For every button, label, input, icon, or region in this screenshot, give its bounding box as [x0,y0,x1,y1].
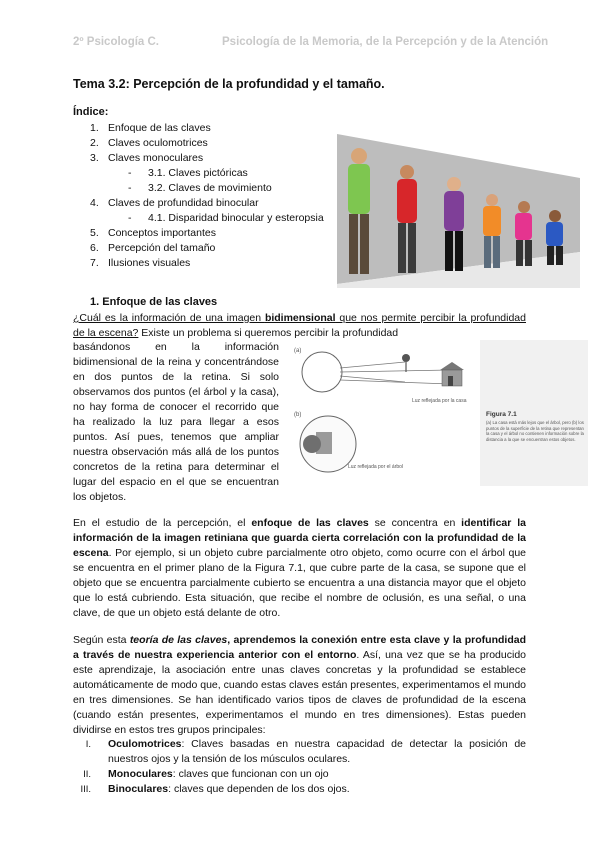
cue-group-name: Monoculares [108,768,173,780]
house-drawing [440,362,464,386]
p3-part-d: . Así, una vez que se ha producido este aprendizaje, la asociación entre unas claves concretas y la profundidad se establece automáticamente de modo que, cuando estas claves están presentes, experimentamos el mundo en tres dimensiones. Se han identificado varios tipos de claves de profundidad de la escena (cuando están presentes, experimentamos el mundo en tres dimensiones). Estas pueden dividirse en estos tres grupos principales: [73,649,526,736]
cue-group-name: Binoculares [108,783,169,795]
question-tail: Existe un problema si queremos percibir la profundidad [138,327,399,339]
toc-item-number: - [128,212,132,224]
section-1-question [73,311,526,341]
toc-item-label: Conceptos importantes [108,227,216,239]
toc-item-label: Enfoque de las claves [108,122,211,134]
page-title: Tema 3.2: Percepción de la profundidad y el tamaño. [73,77,385,91]
section-1-paragraph-2 [73,516,526,621]
toc-item-number: 4. [90,197,99,209]
cue-group-number: II. [83,769,91,780]
section-1-paragraph-3 [73,633,526,738]
toc-item-label: 3.2. Claves de movimiento [148,182,272,194]
toc-item-number: 6. [90,242,99,254]
cue-group-name: Oculomotrices [108,738,182,750]
cue-group-text [108,782,526,797]
p2-part-c: se concentra en [368,517,462,529]
p2-part-e: . Por ejemplo, si un objeto cubre parcialmente otro objeto, como ocurre con el árbol que se encuentra en el primer plano de la Figura 7.1, que cubre parte de la casa, se supone que el objeto que se encuentra parcialmente cubierto se encuentra a una distancia mayor que el objeto que lo está cubriendo. Esta situación, que recibe el nombre de oclusión, es una señal, o una clave, de que un objeto está delante de otro. [73,547,526,619]
toc-item-number: 3. [90,152,99,164]
question-part-1: ¿Cuál es la información de una imagen [73,312,265,324]
tree-drawing [402,354,410,372]
p3-italic-theory: teoría de las claves [129,634,228,646]
p3-part-a: Según esta [73,634,130,646]
cue-group-item [73,767,526,782]
toc-item-number: 5. [90,227,99,239]
toc-item-number: 1. [90,122,99,134]
cue-group-desc: : claves que funcionan con un ojo [172,768,329,780]
toc-item-number: - [128,167,132,179]
toc-item-label: 4.1. Disparidad binocular y esteropsia [148,212,324,224]
cue-group-item [73,737,526,767]
question-bold: bidimensional [264,312,336,324]
cue-group-text [108,767,526,782]
running-header-left: 2º Psicología C. [73,36,160,48]
cue-group-number: III. [80,784,91,795]
cue-group-desc: : Claves basadas en nuestra capacidad de detectar la posición de nuestros ojos y la tensión de los músculos oculares. [108,738,526,765]
figure-caption-text: (a) La casa está más lejos que el árbol, pero (b) los puntos de la superficie de la retina que representan la casa y el árbol no contienen información sobre la distancia a la que se encuentran estos objetos. [486,420,584,442]
cue-group-item [73,782,526,797]
toc-item-label: Ilusiones visuales [108,257,191,269]
toc-item-label: Claves de profundidad binocular [108,197,259,209]
running-header-right: Psicología de la Memoria, de la Percepción y de la Atención [222,36,549,48]
toc-item-label: 3.1. Claves pictóricas [148,167,248,179]
figure-caption-title: Figura 7.1 [486,411,517,418]
toc-item-label: Percepción del tamaño [108,242,216,254]
figure-7-1 [290,340,588,486]
p2-bold-definition: identificar la información de la imagen retiniana que guarda cierta correlación con la profundidad de la escena [73,517,526,559]
toc-item-number: - [128,182,132,194]
p2-bold-claves: enfoque de las claves [251,517,369,529]
section-1-paragraph-left: basándonos en la información bidimensional de la reina y concentrándose en dos puntos de la retina. Si solo observamos dos puntos (el árbol y la casa), no hay forma de conocer el recorrido que ha realizado la luz para llegar a esos puntos. Así pues, tenemos que ampliar nuestra observación más allá de los puntos concretos de la retina para determinar el lugar del espacio en el que se encuentran los objetos. [73,341,279,503]
figure-label-b: (b) [294,412,302,418]
toc-item-number: 7. [90,257,99,269]
index-label: Índice: [73,106,109,118]
figure-label-house: Luz reflejada por la casa [412,398,467,404]
people-height-illustration [337,134,580,288]
cue-group-desc: : claves que dependen de los dos ojos. [168,783,350,795]
figure-label-a: (a) [294,348,302,354]
p2-part-a: En el estudio de la percepción, el [73,517,252,529]
eye-top [302,352,342,392]
cue-group-text [108,737,526,767]
figure-label-tree: Luz reflejada por el árbol [348,464,404,470]
question-part-2: que nos permite percibir la profundidad de la escena? [73,312,526,339]
cue-group-number: I. [85,739,91,750]
toc-item-label: Claves monoculares [108,152,204,164]
p3-bold-connection: , aprendemos la conexión entre esta clave y la profundidad a través de nuestra experiencia anterior con el entorno [73,634,526,661]
cue-groups-list [73,737,526,797]
toc-item-number: 2. [90,137,99,149]
toc-item-label: Claves oculomotrices [108,137,208,149]
section-1-heading: 1. Enfoque de las claves [90,296,218,308]
